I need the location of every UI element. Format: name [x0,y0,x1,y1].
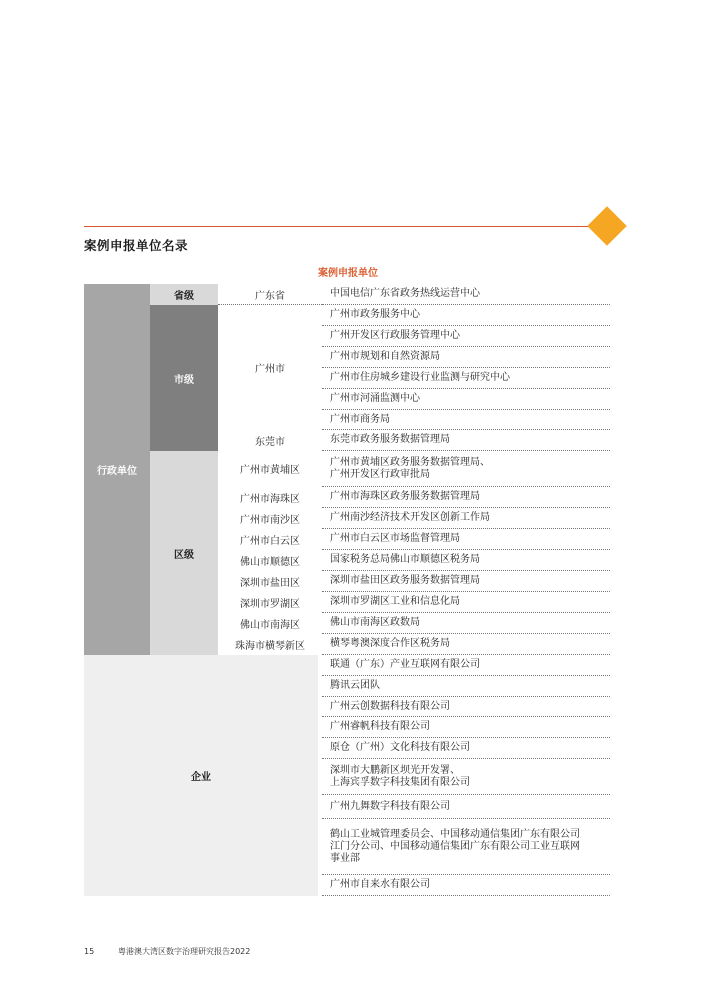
unit-row: 深圳市盐田区政务服务数据管理局 [322,571,610,592]
category-enterprise: 企业 [84,655,318,896]
unit-row: 广州云创数据科技有限公司 [322,697,610,717]
page-footer [84,946,250,957]
location-gz-nansha: 广州市南沙区 [218,508,322,529]
location-fs-nanhai: 佛山市南海区 [218,613,322,634]
location-gz-baiyun: 广州市白云区 [218,529,322,550]
unit-row: 联通（广东）产业互联网有限公司 [322,655,610,676]
unit-row: 横琴粤澳深度合作区税务局 [322,634,610,655]
unit-row: 广州市政务服务中心 [322,305,610,326]
orange-diamond-decoration [587,206,627,246]
unit-row: 国家税务总局佛山市顺德区税务局 [322,550,610,571]
unit-row: 广州市黄埔区政务服务数据管理局、 广州开发区行政审批局 [322,451,610,487]
unit-row: 广州开发区行政服务管理中心 [322,326,610,347]
unit-row: 腾讯云团队 [322,676,610,697]
unit-row: 中国电信广东省政务热线运营中心 [322,284,610,305]
report-title: 粤港澳大湾区数字治理研究报告2022 [118,947,251,956]
unit-row: 东莞市政务服务数据管理局 [322,430,610,451]
page-number: 15 [84,947,95,956]
unit-row: 广州市商务局 [322,410,610,430]
unit-row: 广州市白云区市场监督管理局 [322,529,610,550]
section-divider-line [84,226,604,227]
unit-row: 广州市规划和自然资源局 [322,347,610,368]
unit-row: 鹤山工业城管理委员会、中国移动通信集团广东有限公司 江门分公司、中国移动通信集团广东有限公司工业互联网 事业部 [322,819,610,875]
unit-row: 深圳市大鹏新区坝光开发署、 上海宾孚数字科技集团有限公司 [322,759,610,795]
section-title: 案例申报单位名录 [84,238,189,253]
level-municipal: 市级 [150,305,218,451]
location-gz-haizhu: 广州市海珠区 [218,487,322,508]
unit-row: 广州睿帆科技有限公司 [322,717,610,738]
unit-row: 深圳市罗湖区工业和信息化局 [322,592,610,613]
location-guangdong: 广东省 [218,284,322,305]
unit-row: 广州南沙经济技术开发区创新工作局 [322,508,610,529]
unit-row: 佛山市南海区政数局 [322,613,610,634]
unit-row: 广州市住房城乡建设行业监测与研究中心 [322,368,610,389]
unit-row: 原仓（广州）文化科技有限公司 [322,738,610,759]
location-fs-shunde: 佛山市顺德区 [218,550,322,571]
column-header: 案例申报单位 [318,268,378,279]
level-provincial: 省级 [150,284,218,305]
unit-row: 广州市自来水有限公司 [322,875,610,896]
location-zh-hengqin: 珠海市横琴新区 [218,634,322,655]
location-dongguan: 东莞市 [218,430,322,451]
location-gz-huangpu: 广州市黄埔区 [218,451,322,487]
unit-row: 广州市河涌监测中心 [322,389,610,410]
unit-row: 广州九舞数字科技有限公司 [322,795,610,819]
category-government: 行政单位 [84,284,150,655]
unit-row: 广州市海珠区政务服务数据管理局 [322,487,610,508]
location-sz-yantian: 深圳市盐田区 [218,571,322,592]
location-sz-luohu: 深圳市罗湖区 [218,592,322,613]
level-district: 区级 [150,451,218,655]
location-guangzhou: 广州市 [218,305,322,430]
